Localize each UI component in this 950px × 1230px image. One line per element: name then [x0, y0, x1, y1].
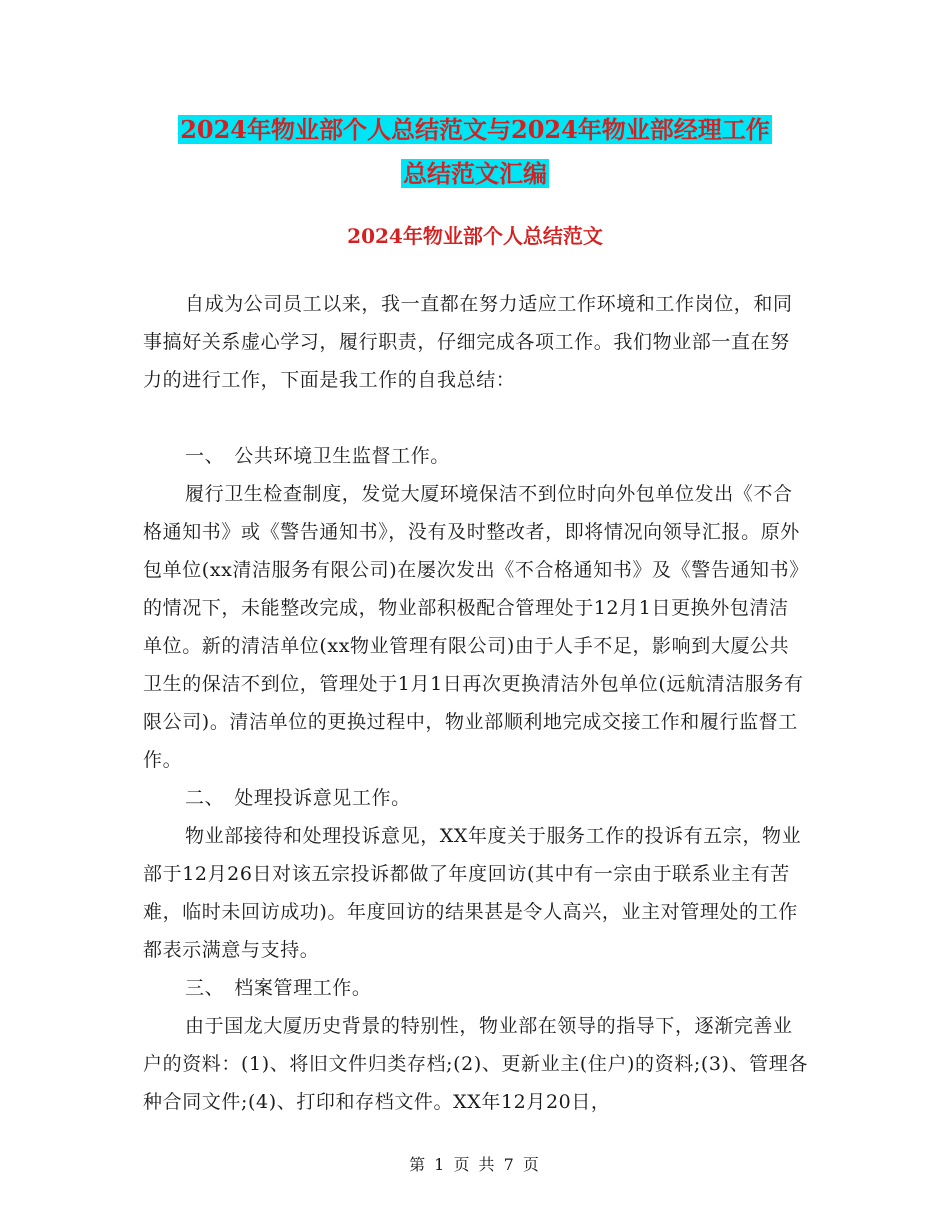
section-heading-2: 二、 处理投诉意见工作。	[185, 787, 411, 809]
section-paragraph-3: 由于国龙大厦历史背景的特别性，物业部在领导的指导下，逐渐完善业户的资料：(1)、将旧文件归类存档;(2)、更新业主(住户)的资料;(3)、管理各种合同文件;(4)、打印和存档文件。XX年12月20日，	[143, 1015, 808, 1113]
document-title-line1-text: 2024年物业部个人总结范文与2024年物业部经理工作	[180, 115, 770, 144]
intro-paragraph: 自成为公司员工以来，我一直都在努力适应工作环境和工作岗位，和同事搞好关系虚心学习，履行职责，仔细完成各项工作。我们物业部一直在努力的进行工作，下面是我工作的自我总结：	[143, 293, 793, 391]
document-title-line2	[0, 156, 950, 192]
document-title-line1	[0, 112, 950, 148]
section-paragraph-1: 履行卫生检查制度，发觉大厦环境保洁不到位时向外包单位发出《不合格通知书》或《警告通知书》，没有及时整改者，即将情况向领导汇报。原外包单位(xx清洁服务有限公司)在屡次发出《不合格通知书》及《警告通知书》的情况下，未能整改完成，物业部积极配合管理处于12月1日更换外包清洁单位。新的清洁单位(xx物业管理有限公司)由于人手不足，影响到大厦公共卫生的保洁不到位，管理处于1月1日再次更换清洁外包单位(远航清洁服务有限公司)。清洁单位的更换过程中，物业部顺利地完成交接工作和履行监督工作。	[143, 483, 804, 771]
section-title: 2024年物业部个人总结范文	[347, 224, 603, 248]
document-title-line2-text: 总结范文汇编	[403, 159, 547, 188]
section-heading-3: 三、 档案管理工作。	[185, 977, 372, 999]
section-paragraph-2: 物业部接待和处理投诉意见，XX年度关于服务工作的投诉有五宗，物业部于12月26日对该五宗投诉都做了年度回访(其中有一宗由于联系业主有苦难，临时未回访成功)。年度回访的结果甚是令人高兴，业主对管理处的工作都表示满意与支持。	[143, 825, 802, 961]
page-footer: 第 1 页 共 7 页	[409, 1155, 541, 1174]
section-heading-1: 一、 公共环境卫生监督工作。	[185, 445, 450, 467]
main-body	[143, 437, 808, 1121]
intro-block	[143, 285, 808, 399]
